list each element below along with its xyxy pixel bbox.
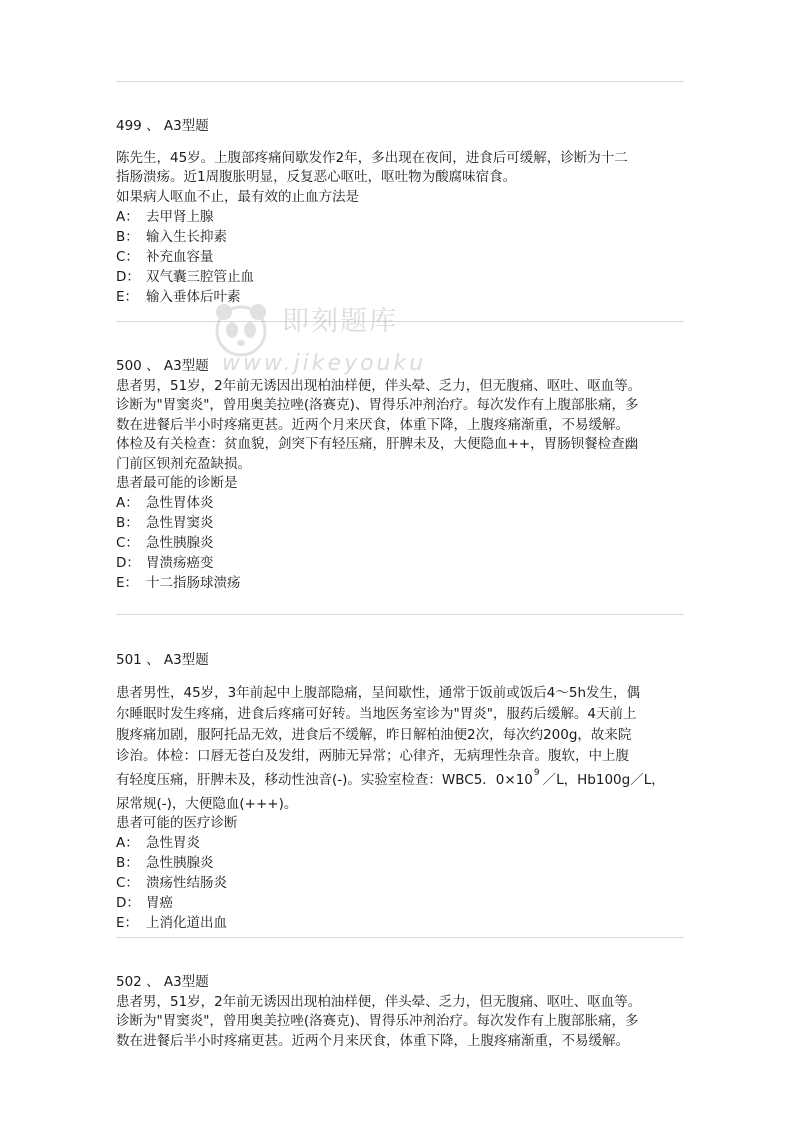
stem-line: 数在进餐后半小时疼痛更甚。近两个月来厌食，体重下降，上腹疼痛渐重，不易缓解。 xyxy=(116,416,629,433)
question-separator: 、 xyxy=(146,974,160,990)
exponent: 9 xyxy=(533,767,540,778)
stem-line: 患者男，51岁，2年前无诱因出现柏油样便，伴头晕、乏力，但无腹痛、呕吐、呕血等。 xyxy=(116,993,642,1010)
stem-line: 数在进餐后半小时疼痛更甚。近两个月来厌食，体重下降，上腹疼痛渐重，不易缓解。 xyxy=(116,1032,629,1049)
option-a: A： 急性胃炎 xyxy=(116,835,200,851)
stem-line: 陈先生，45岁。上腹部疼痛间歇发作2年，多出现在夜间，进食后可缓解，诊断为十二 xyxy=(116,149,628,166)
question-501 xyxy=(116,651,688,934)
question-header xyxy=(116,117,688,137)
stem-line: 尔睡眠时发生疼痛，进食后疼痛可好转。当地医务室诊为"胃炎"，服药后缓解。4天前上 xyxy=(116,705,637,722)
option-c: C： 急性胰腺炎 xyxy=(116,535,214,551)
stem-line: 患者男性，45岁，3年前起中上腹部隐痛，呈间歇性，通常于饭前或饭后4～5h发生，偶 xyxy=(116,684,641,701)
panda-logo-icon xyxy=(210,298,272,360)
question-type: A3型题 xyxy=(163,118,209,134)
option-a: A： 急性胃体炎 xyxy=(116,495,214,511)
question-type: A3型题 xyxy=(163,652,209,668)
watermark-url: www.jikeyouku xyxy=(222,351,427,376)
question-type: A3型题 xyxy=(163,358,209,374)
divider xyxy=(116,937,684,938)
option-b: B： 急性胰腺炎 xyxy=(116,855,214,871)
option-a: A： 去甲肾上腺 xyxy=(116,208,214,225)
stem-line: 体检及有关检查：贫血貌，剑突下有轻压痛，肝脾未及，大便隐血++，胃肠钡餐检查幽 xyxy=(116,436,639,452)
stem-line: 诊治。体检：口唇无苍白及发绀，两肺无异常；心律齐，无病理性杂音。腹软，中上腹 xyxy=(116,747,629,764)
option-d: D： 胃癌 xyxy=(116,895,173,911)
option-d: D： 胃溃疡癌变 xyxy=(116,555,214,571)
stem-lab-line: 有轻度压痛，肝脾未及，移动性浊音(-)。实验室检查：WBC5．$0\times 10^9$ ／L，Hb100g／L， xyxy=(116,767,665,788)
stem-line: 指肠溃疡。近1周腹胀明显，反复恶心呕吐，呕吐物为酸腐味宿食。 xyxy=(116,169,517,185)
option-d: D： 双气囊三腔管止血 xyxy=(116,268,254,285)
stem-line: 患者男，51岁，2年前无诱因出现柏油样便，伴头晕、乏力，但无腹痛、呕吐、呕血等。 xyxy=(116,377,642,394)
question-500 xyxy=(116,357,688,594)
stem-line: 腹疼痛加剧，服阿托品无效，进食后不缓解，昨日解柏油便2次，每次约200g，故来院 xyxy=(116,726,632,743)
divider xyxy=(116,321,684,322)
option-e: E： 输入垂体后叶素 xyxy=(116,288,241,305)
option-e: E： 上消化道出血 xyxy=(116,915,227,931)
stem-line: 尿常规(-)，大便隐血(+++)。 xyxy=(116,795,298,812)
question-prompt: 如果病人呕血不止，最有效的止血方法是 xyxy=(116,188,359,205)
question-header xyxy=(116,357,688,377)
option-c: C： 溃疡性结肠炎 xyxy=(116,875,227,891)
option-e: E： 十二指肠球溃疡 xyxy=(116,575,241,591)
question-499 xyxy=(116,117,688,307)
question-separator: 、 xyxy=(146,358,160,374)
option-b: B： 输入生长抑素 xyxy=(116,228,227,245)
question-502 xyxy=(116,973,688,1051)
question-prompt: 患者可能的医疗诊断 xyxy=(116,815,238,831)
question-separator: 、 xyxy=(146,118,160,134)
option-c: C： 补充血容量 xyxy=(116,248,214,265)
question-number: 500 xyxy=(116,358,142,374)
option-b: B： 急性胃窦炎 xyxy=(116,515,214,531)
stem-line: 诊断为"胃窦炎"，曾用奥美拉唑(洛赛克)、胃得乐冲剂治疗。每次发作有上腹部胀痛，多 xyxy=(116,1013,639,1029)
question-separator: 、 xyxy=(146,652,160,668)
question-number: 499 xyxy=(116,118,142,134)
stem-line: 诊断为"胃窦炎"，曾用奥美拉唑(洛赛克)、胃得乐冲剂治疗。每次发作有上腹部胀痛，多 xyxy=(116,397,639,413)
stem-line: 门前区钡剂充盈缺损。 xyxy=(116,455,251,472)
watermark-brand: 即刻题库 xyxy=(282,306,398,337)
question-header xyxy=(116,651,688,671)
question-prompt: 患者最可能的诊断是 xyxy=(116,475,238,491)
divider-top xyxy=(116,81,684,82)
question-number: 502 xyxy=(116,974,142,990)
question-header xyxy=(116,973,688,993)
question-type: A3型题 xyxy=(163,974,209,990)
divider xyxy=(116,614,684,615)
question-number: 501 xyxy=(116,652,142,668)
